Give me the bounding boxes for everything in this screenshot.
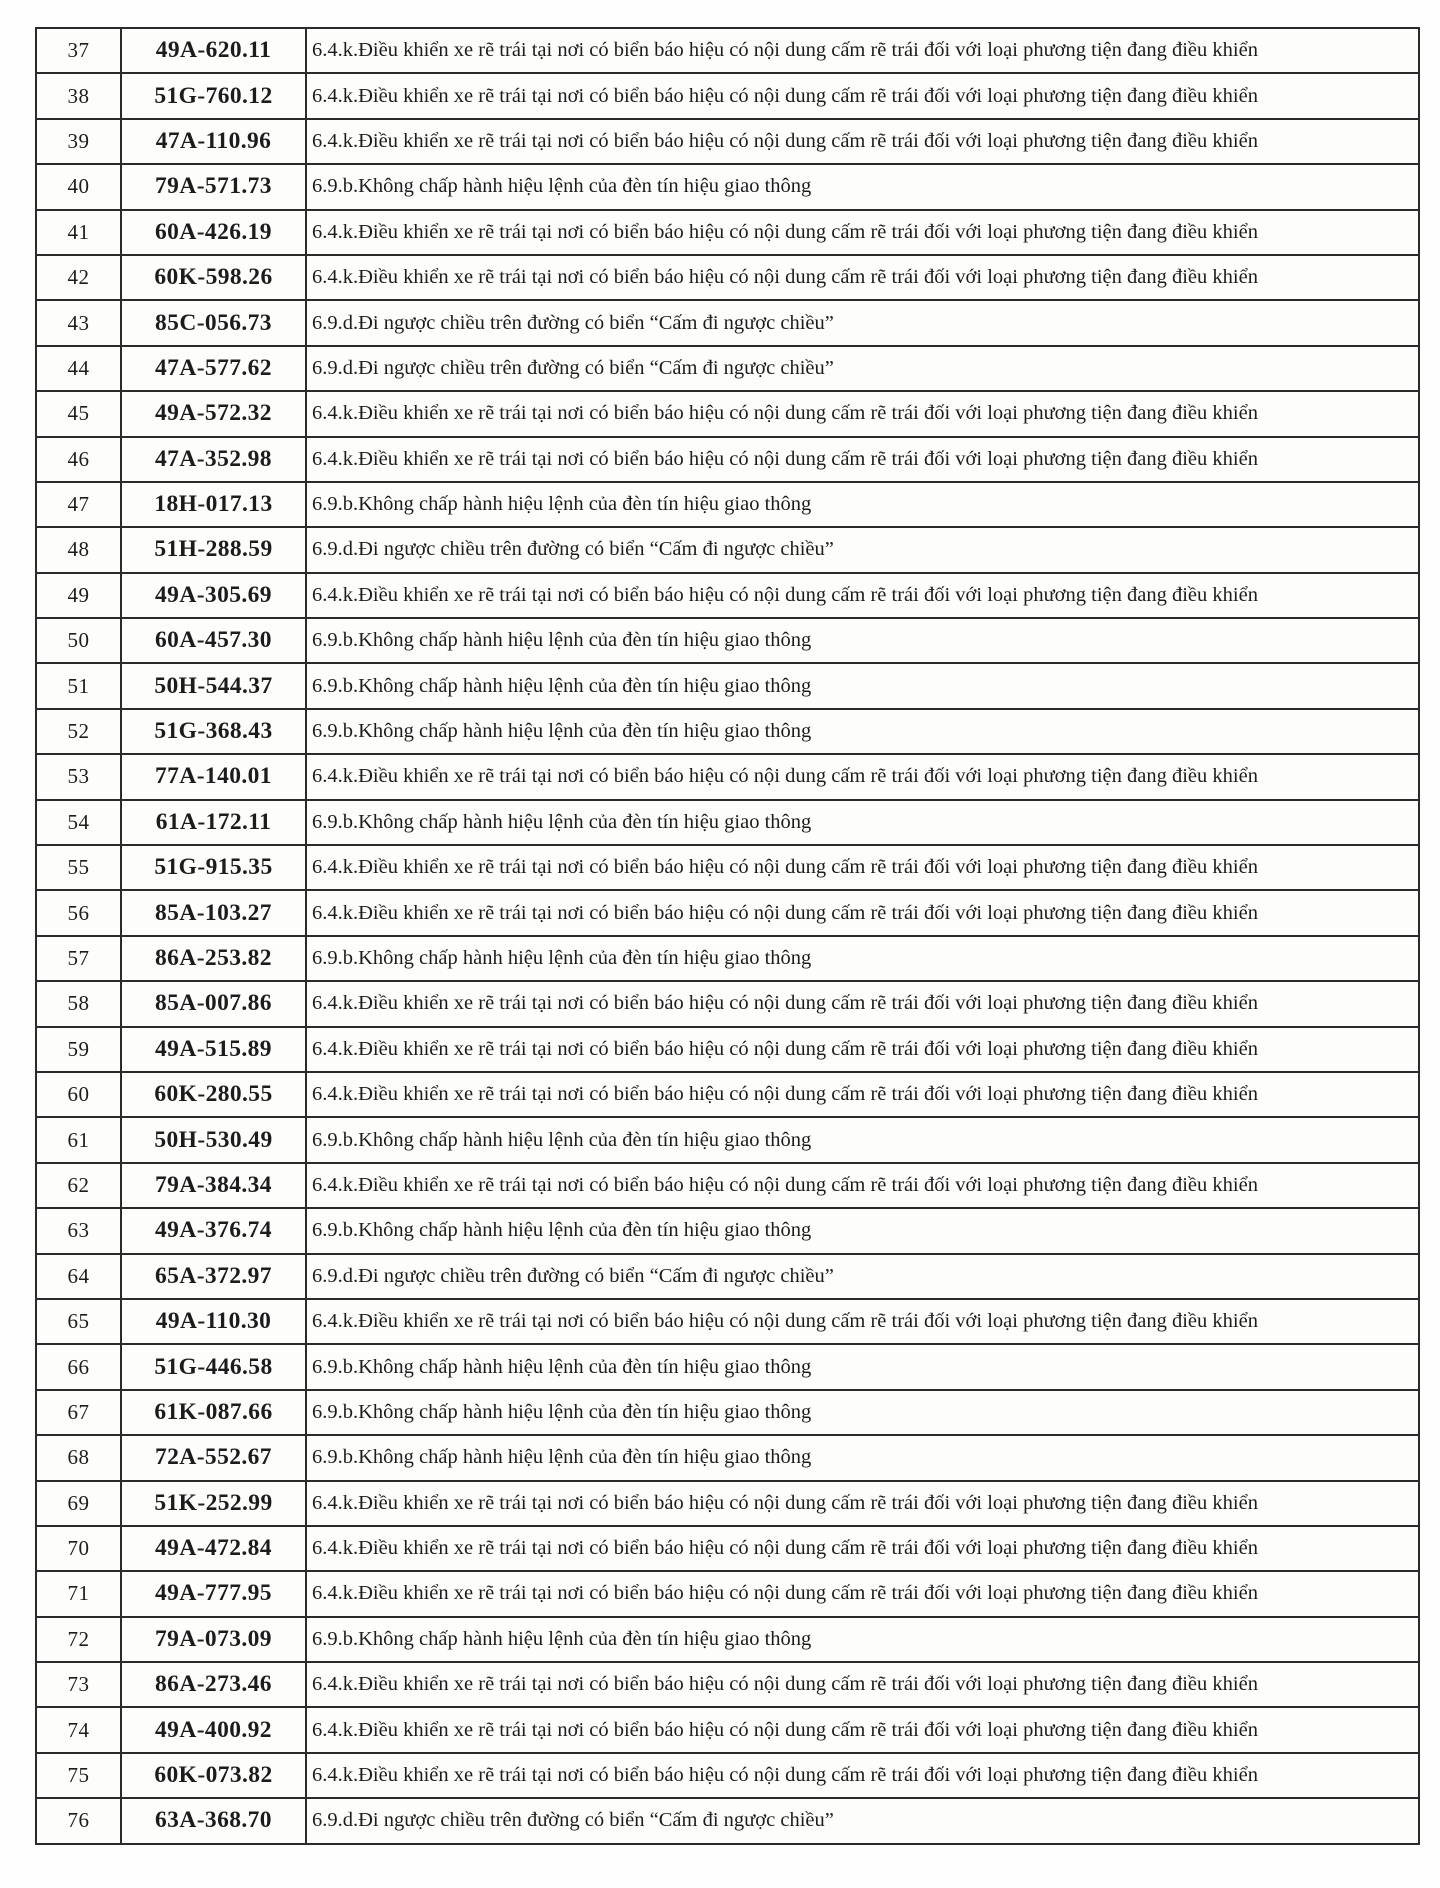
violation-cell: 6.4.k.Điều khiển xe rẽ trái tại nơi có biển báo hiệu có nội dung cấm rẽ trái đối với loại phương tiện đang điều khiển <box>306 1662 1419 1707</box>
plate-cell: 60A-457.30 <box>121 618 306 663</box>
row-number-cell: 72 <box>36 1617 121 1662</box>
violation-cell: 6.9.d.Đi ngược chiều trên đường có biển “Cấm đi ngược chiều” <box>306 346 1419 391</box>
row-number-cell: 59 <box>36 1027 121 1072</box>
violation-cell: 6.4.k.Điều khiển xe rẽ trái tại nơi có biển báo hiệu có nội dung cấm rẽ trái đối với loại phương tiện đang điều khiển <box>306 28 1419 73</box>
table-row <box>36 754 1419 799</box>
violation-cell: 6.9.b.Không chấp hành hiệu lệnh của đèn tín hiệu giao thông <box>306 1617 1419 1662</box>
violation-cell: 6.9.b.Không chấp hành hiệu lệnh của đèn tín hiệu giao thông <box>306 164 1419 209</box>
row-number-cell: 76 <box>36 1798 121 1843</box>
table-row <box>36 1571 1419 1616</box>
table-row <box>36 618 1419 663</box>
table-row <box>36 663 1419 708</box>
row-number-cell: 63 <box>36 1208 121 1253</box>
row-number-cell: 64 <box>36 1254 121 1299</box>
row-number-cell: 44 <box>36 346 121 391</box>
plate-cell: 60K-073.82 <box>121 1753 306 1798</box>
plate-cell: 60K-280.55 <box>121 1072 306 1117</box>
table-row <box>36 1027 1419 1072</box>
plate-cell: 86A-273.46 <box>121 1662 306 1707</box>
violation-cell: 6.4.k.Điều khiển xe rẽ trái tại nơi có biển báo hiệu có nội dung cấm rẽ trái đối với loại phương tiện đang điều khiển <box>306 210 1419 255</box>
plate-cell: 49A-515.89 <box>121 1027 306 1072</box>
plate-cell: 47A-577.62 <box>121 346 306 391</box>
violation-cell: 6.4.k.Điều khiển xe rẽ trái tại nơi có biển báo hiệu có nội dung cấm rẽ trái đối với loại phương tiện đang điều khiển <box>306 255 1419 300</box>
violation-cell: 6.4.k.Điều khiển xe rẽ trái tại nơi có biển báo hiệu có nội dung cấm rẽ trái đối với loại phương tiện đang điều khiển <box>306 1072 1419 1117</box>
violation-cell: 6.4.k.Điều khiển xe rẽ trái tại nơi có biển báo hiệu có nội dung cấm rẽ trái đối với loại phương tiện đang điều khiển <box>306 845 1419 890</box>
row-number-cell: 71 <box>36 1571 121 1616</box>
plate-cell: 85A-103.27 <box>121 890 306 935</box>
row-number-cell: 51 <box>36 663 121 708</box>
plate-cell: 77A-140.01 <box>121 754 306 799</box>
plate-cell: 61K-087.66 <box>121 1390 306 1435</box>
plate-cell: 51G-915.35 <box>121 845 306 890</box>
violation-cell: 6.9.b.Không chấp hành hiệu lệnh của đèn tín hiệu giao thông <box>306 709 1419 754</box>
plate-cell: 49A-305.69 <box>121 573 306 618</box>
row-number-cell: 39 <box>36 119 121 164</box>
row-number-cell: 75 <box>36 1753 121 1798</box>
row-number-cell: 66 <box>36 1344 121 1389</box>
violation-cell: 6.4.k.Điều khiển xe rẽ trái tại nơi có biển báo hiệu có nội dung cấm rẽ trái đối với loại phương tiện đang điều khiển <box>306 1707 1419 1752</box>
table-row <box>36 1390 1419 1435</box>
plate-cell: 51H-288.59 <box>121 527 306 572</box>
violation-cell: 6.9.d.Đi ngược chiều trên đường có biển “Cấm đi ngược chiều” <box>306 527 1419 572</box>
violation-cell: 6.9.b.Không chấp hành hiệu lệnh của đèn tín hiệu giao thông <box>306 663 1419 708</box>
violation-cell: 6.4.k.Điều khiển xe rẽ trái tại nơi có biển báo hiệu có nội dung cấm rẽ trái đối với loại phương tiện đang điều khiển <box>306 1526 1419 1571</box>
row-number-cell: 57 <box>36 936 121 981</box>
table-row <box>36 1481 1419 1526</box>
row-number-cell: 61 <box>36 1117 121 1162</box>
table-row <box>36 1662 1419 1707</box>
plate-cell: 47A-352.98 <box>121 437 306 482</box>
table-row <box>36 890 1419 935</box>
row-number-cell: 58 <box>36 981 121 1026</box>
row-number-cell: 55 <box>36 845 121 890</box>
plate-cell: 50H-544.37 <box>121 663 306 708</box>
row-number-cell: 46 <box>36 437 121 482</box>
plate-cell: 51K-252.99 <box>121 1481 306 1526</box>
row-number-cell: 74 <box>36 1707 121 1752</box>
table-row <box>36 300 1419 345</box>
plate-cell: 79A-384.34 <box>121 1163 306 1208</box>
violation-cell: 6.4.k.Điều khiển xe rẽ trái tại nơi có biển báo hiệu có nội dung cấm rẽ trái đối với loại phương tiện đang điều khiển <box>306 981 1419 1026</box>
row-number-cell: 54 <box>36 800 121 845</box>
table-row <box>36 800 1419 845</box>
plate-cell: 60A-426.19 <box>121 210 306 255</box>
plate-cell: 60K-598.26 <box>121 255 306 300</box>
table-row <box>36 527 1419 572</box>
table-row <box>36 1798 1419 1843</box>
violation-cell: 6.4.k.Điều khiển xe rẽ trái tại nơi có biển báo hiệu có nội dung cấm rẽ trái đối với loại phương tiện đang điều khiển <box>306 1571 1419 1616</box>
violation-cell: 6.9.b.Không chấp hành hiệu lệnh của đèn tín hiệu giao thông <box>306 1435 1419 1480</box>
table-row <box>36 709 1419 754</box>
plate-cell: 63A-368.70 <box>121 1798 306 1843</box>
table-row <box>36 391 1419 436</box>
violation-cell: 6.9.b.Không chấp hành hiệu lệnh của đèn tín hiệu giao thông <box>306 1344 1419 1389</box>
table-row <box>36 1753 1419 1798</box>
violation-cell: 6.4.k.Điều khiển xe rẽ trái tại nơi có biển báo hiệu có nội dung cấm rẽ trái đối với loại phương tiện đang điều khiển <box>306 1481 1419 1526</box>
violation-cell: 6.9.b.Không chấp hành hiệu lệnh của đèn tín hiệu giao thông <box>306 1208 1419 1253</box>
plate-cell: 49A-572.32 <box>121 391 306 436</box>
table-row <box>36 1617 1419 1662</box>
plate-cell: 49A-620.11 <box>121 28 306 73</box>
row-number-cell: 43 <box>36 300 121 345</box>
row-number-cell: 65 <box>36 1299 121 1344</box>
table-row <box>36 164 1419 209</box>
table-row <box>36 73 1419 118</box>
violation-cell: 6.9.d.Đi ngược chiều trên đường có biển “Cấm đi ngược chiều” <box>306 1798 1419 1843</box>
violation-cell: 6.9.d.Đi ngược chiều trên đường có biển “Cấm đi ngược chiều” <box>306 1254 1419 1299</box>
plate-cell: 61A-172.11 <box>121 800 306 845</box>
violation-cell: 6.4.k.Điều khiển xe rẽ trái tại nơi có biển báo hiệu có nội dung cấm rẽ trái đối với loại phương tiện đang điều khiển <box>306 573 1419 618</box>
violation-cell: 6.9.b.Không chấp hành hiệu lệnh của đèn tín hiệu giao thông <box>306 618 1419 663</box>
plate-cell: 18H-017.13 <box>121 482 306 527</box>
violation-cell: 6.4.k.Điều khiển xe rẽ trái tại nơi có biển báo hiệu có nội dung cấm rẽ trái đối với loại phương tiện đang điều khiển <box>306 754 1419 799</box>
row-number-cell: 53 <box>36 754 121 799</box>
table-row <box>36 1344 1419 1389</box>
table-row <box>36 210 1419 255</box>
row-number-cell: 67 <box>36 1390 121 1435</box>
plate-cell: 49A-400.92 <box>121 1707 306 1752</box>
table-row <box>36 1299 1419 1344</box>
plate-cell: 85C-056.73 <box>121 300 306 345</box>
table-row <box>36 119 1419 164</box>
row-number-cell: 38 <box>36 73 121 118</box>
violation-table <box>35 27 1420 1845</box>
table-row <box>36 482 1419 527</box>
violation-cell: 6.9.b.Không chấp hành hiệu lệnh của đèn tín hiệu giao thông <box>306 1390 1419 1435</box>
table-row <box>36 981 1419 1026</box>
plate-cell: 85A-007.86 <box>121 981 306 1026</box>
row-number-cell: 41 <box>36 210 121 255</box>
table-row <box>36 346 1419 391</box>
plate-cell: 79A-571.73 <box>121 164 306 209</box>
table-row <box>36 1526 1419 1571</box>
table-row <box>36 437 1419 482</box>
plate-cell: 79A-073.09 <box>121 1617 306 1662</box>
plate-cell: 65A-372.97 <box>121 1254 306 1299</box>
violation-cell: 6.4.k.Điều khiển xe rẽ trái tại nơi có biển báo hiệu có nội dung cấm rẽ trái đối với loại phương tiện đang điều khiển <box>306 1299 1419 1344</box>
row-number-cell: 47 <box>36 482 121 527</box>
plate-cell: 49A-472.84 <box>121 1526 306 1571</box>
violation-cell: 6.4.k.Điều khiển xe rẽ trái tại nơi có biển báo hiệu có nội dung cấm rẽ trái đối với loại phương tiện đang điều khiển <box>306 1163 1419 1208</box>
row-number-cell: 60 <box>36 1072 121 1117</box>
row-number-cell: 62 <box>36 1163 121 1208</box>
row-number-cell: 49 <box>36 573 121 618</box>
table-row <box>36 28 1419 73</box>
row-number-cell: 50 <box>36 618 121 663</box>
plate-cell: 49A-110.30 <box>121 1299 306 1344</box>
plate-cell: 49A-376.74 <box>121 1208 306 1253</box>
row-number-cell: 52 <box>36 709 121 754</box>
violation-cell: 6.4.k.Điều khiển xe rẽ trái tại nơi có biển báo hiệu có nội dung cấm rẽ trái đối với loại phương tiện đang điều khiển <box>306 119 1419 164</box>
row-number-cell: 70 <box>36 1526 121 1571</box>
table-row <box>36 573 1419 618</box>
plate-cell: 51G-446.58 <box>121 1344 306 1389</box>
violation-cell: 6.4.k.Điều khiển xe rẽ trái tại nơi có biển báo hiệu có nội dung cấm rẽ trái đối với loại phương tiện đang điều khiển <box>306 73 1419 118</box>
plate-cell: 47A-110.96 <box>121 119 306 164</box>
violation-cell: 6.9.b.Không chấp hành hiệu lệnh của đèn tín hiệu giao thông <box>306 936 1419 981</box>
table-row <box>36 1254 1419 1299</box>
table-row <box>36 1208 1419 1253</box>
plate-cell: 51G-760.12 <box>121 73 306 118</box>
row-number-cell: 48 <box>36 527 121 572</box>
table-row <box>36 1435 1419 1480</box>
violation-cell: 6.9.b.Không chấp hành hiệu lệnh của đèn tín hiệu giao thông <box>306 800 1419 845</box>
table-row <box>36 845 1419 890</box>
violation-cell: 6.4.k.Điều khiển xe rẽ trái tại nơi có biển báo hiệu có nội dung cấm rẽ trái đối với loại phương tiện đang điều khiển <box>306 437 1419 482</box>
row-number-cell: 40 <box>36 164 121 209</box>
table-row <box>36 1117 1419 1162</box>
table-row <box>36 1163 1419 1208</box>
row-number-cell: 45 <box>36 391 121 436</box>
row-number-cell: 73 <box>36 1662 121 1707</box>
violation-table-body <box>36 28 1419 1844</box>
row-number-cell: 37 <box>36 28 121 73</box>
violation-cell: 6.9.d.Đi ngược chiều trên đường có biển “Cấm đi ngược chiều” <box>306 300 1419 345</box>
violation-cell: 6.4.k.Điều khiển xe rẽ trái tại nơi có biển báo hiệu có nội dung cấm rẽ trái đối với loại phương tiện đang điều khiển <box>306 391 1419 436</box>
plate-cell: 51G-368.43 <box>121 709 306 754</box>
plate-cell: 72A-552.67 <box>121 1435 306 1480</box>
violation-cell: 6.9.b.Không chấp hành hiệu lệnh của đèn tín hiệu giao thông <box>306 1117 1419 1162</box>
table-row <box>36 1707 1419 1752</box>
violation-cell: 6.9.b.Không chấp hành hiệu lệnh của đèn tín hiệu giao thông <box>306 482 1419 527</box>
table-row <box>36 1072 1419 1117</box>
violation-cell: 6.4.k.Điều khiển xe rẽ trái tại nơi có biển báo hiệu có nội dung cấm rẽ trái đối với loại phương tiện đang điều khiển <box>306 890 1419 935</box>
row-number-cell: 56 <box>36 890 121 935</box>
violation-cell: 6.4.k.Điều khiển xe rẽ trái tại nơi có biển báo hiệu có nội dung cấm rẽ trái đối với loại phương tiện đang điều khiển <box>306 1027 1419 1072</box>
table-row <box>36 936 1419 981</box>
violation-cell: 6.4.k.Điều khiển xe rẽ trái tại nơi có biển báo hiệu có nội dung cấm rẽ trái đối với loại phương tiện đang điều khiển <box>306 1753 1419 1798</box>
row-number-cell: 42 <box>36 255 121 300</box>
table-row <box>36 255 1419 300</box>
plate-cell: 49A-777.95 <box>121 1571 306 1616</box>
row-number-cell: 69 <box>36 1481 121 1526</box>
plate-cell: 86A-253.82 <box>121 936 306 981</box>
plate-cell: 50H-530.49 <box>121 1117 306 1162</box>
row-number-cell: 68 <box>36 1435 121 1480</box>
